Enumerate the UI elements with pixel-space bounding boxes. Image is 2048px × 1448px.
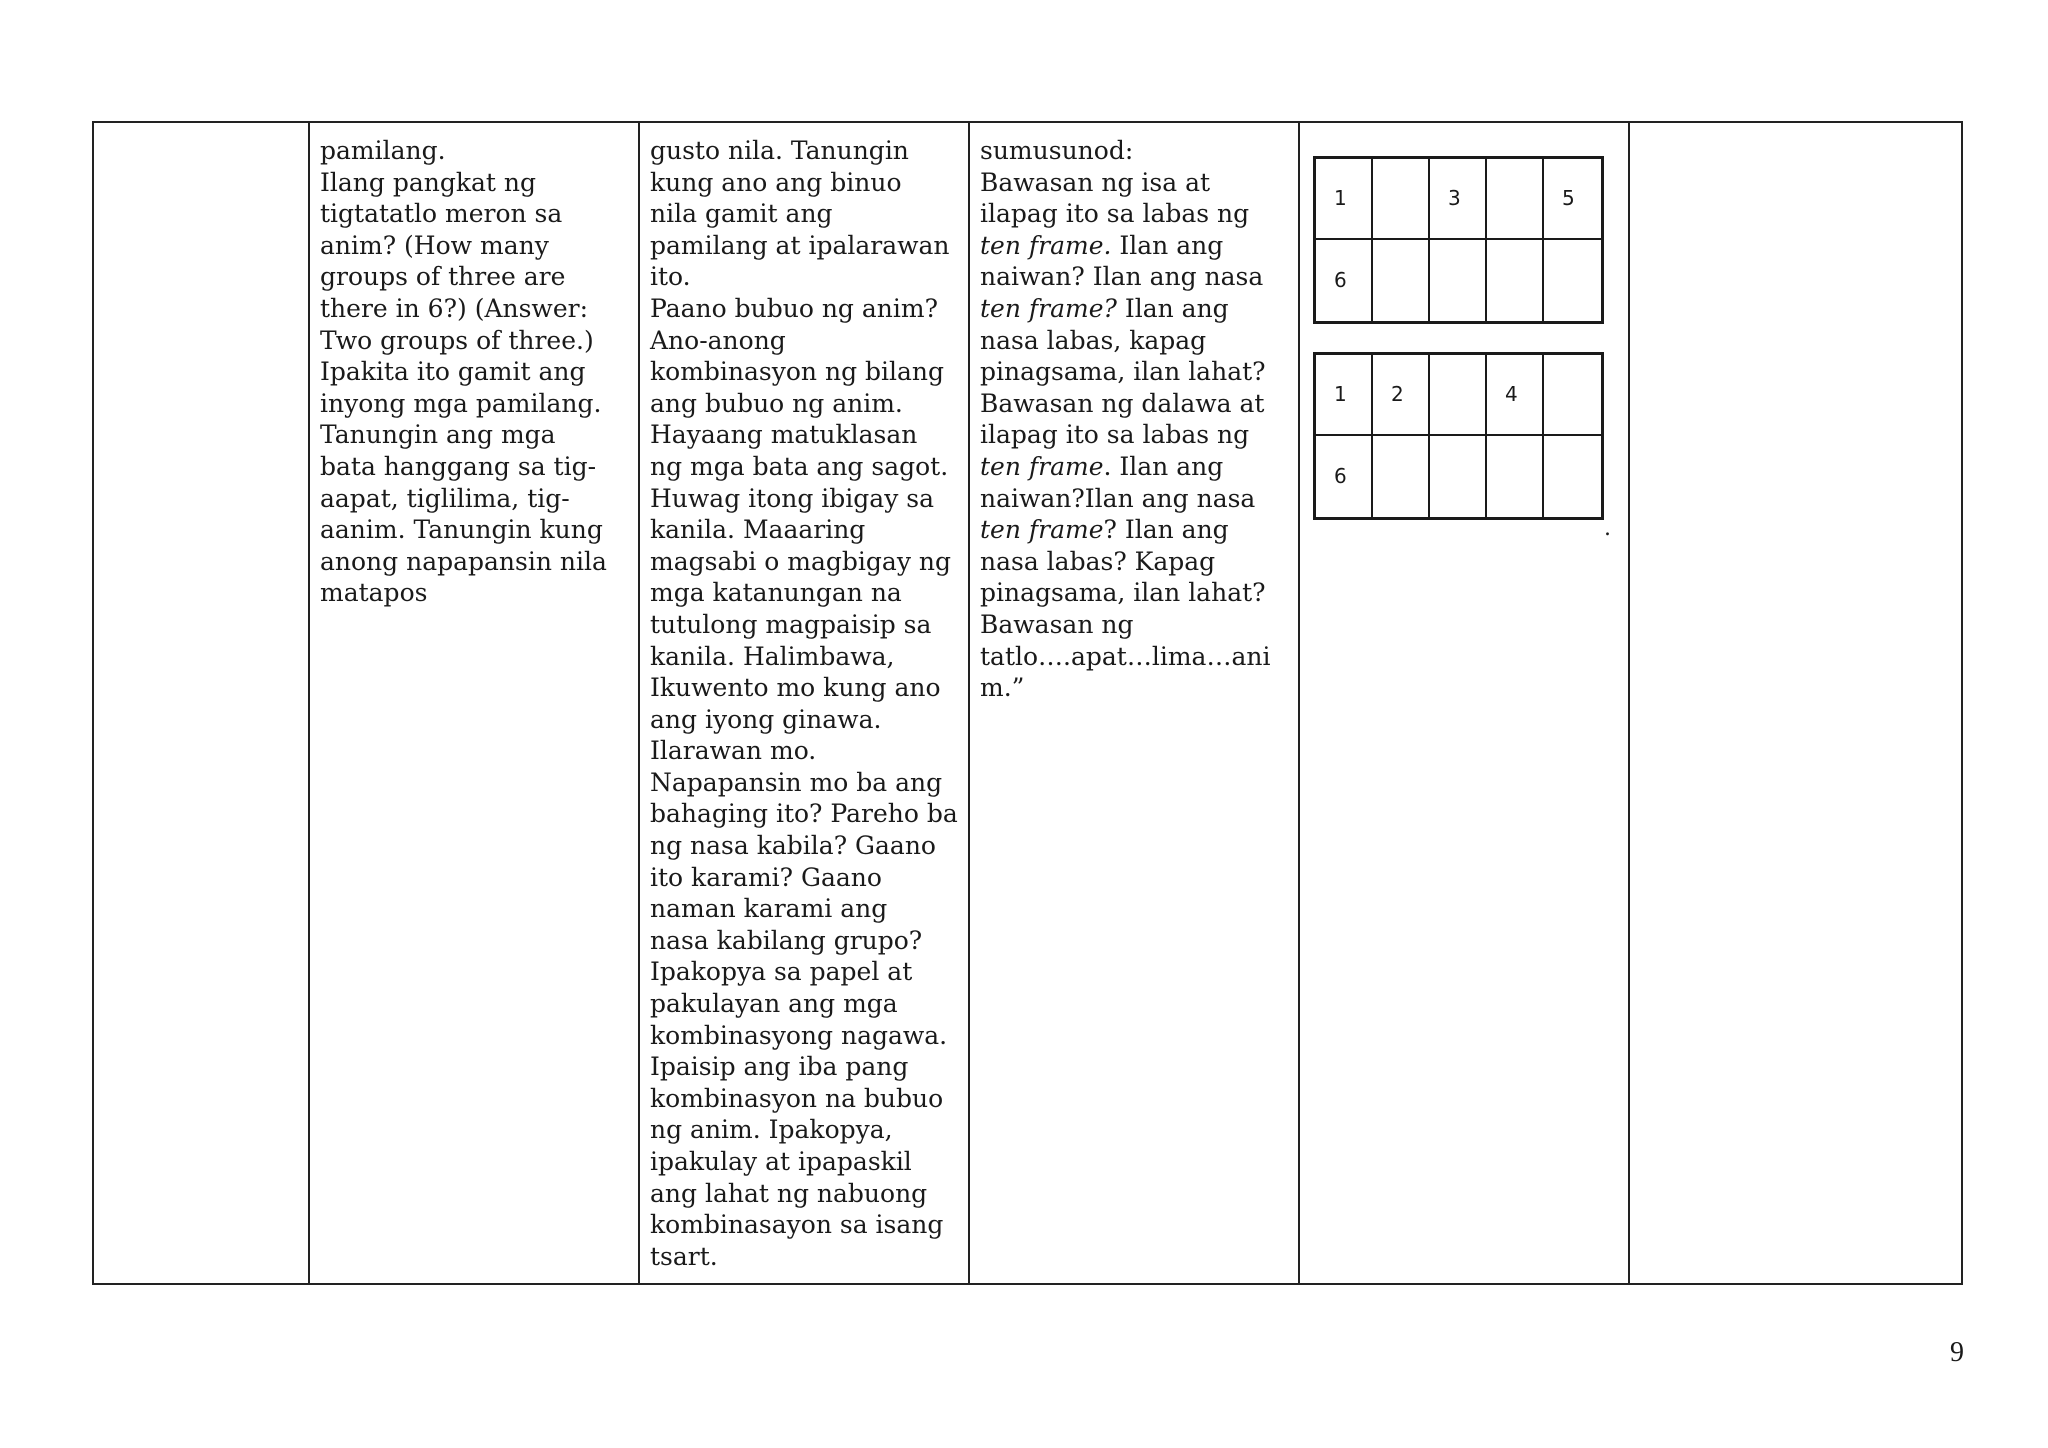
text-line: ng nasa kabila? Gaano bbox=[650, 831, 936, 861]
text-line: tsart. bbox=[650, 1241, 718, 1271]
text-line: bahaging ito? Pareho ba bbox=[650, 799, 958, 829]
text-line: nasa labas? Kapag bbox=[980, 546, 1216, 576]
text-line: Bawasan ng bbox=[980, 609, 1134, 639]
text-line: Paano bubuo ng anim? bbox=[650, 293, 938, 323]
text-line: kombinasyong nagawa. bbox=[650, 1020, 948, 1050]
text-line: ang lahat ng nabuong bbox=[650, 1178, 928, 1208]
text-line: inyong mga pamilang. bbox=[320, 388, 602, 418]
text-line: Napapansin mo ba ang bbox=[650, 767, 943, 797]
text-line: Ipakopya sa papel at bbox=[650, 957, 913, 987]
text-line: nasa labas, kapag bbox=[980, 325, 1207, 355]
ten-frame-cell bbox=[1487, 240, 1544, 321]
ten-frame-2 bbox=[1313, 352, 1604, 520]
text-line: gusto nila. Tanungin bbox=[650, 136, 909, 165]
text-line: sumusunod: bbox=[980, 136, 1134, 165]
column-6-cell bbox=[1629, 122, 1962, 1284]
ten-frame-cell bbox=[1430, 355, 1487, 436]
ten-frame-cell: 1 bbox=[1316, 355, 1373, 436]
text-line: ilapag ito sa labas ng bbox=[980, 199, 1250, 229]
text-line: Bawasan ng isa at bbox=[980, 167, 1211, 197]
ten-frame-cell: 1 bbox=[1316, 159, 1373, 240]
text-line: anim? (How many bbox=[320, 230, 549, 260]
ten-frame-cell: 2 bbox=[1373, 355, 1430, 436]
ten-frame-cell bbox=[1544, 436, 1601, 517]
text-line: pamilang. bbox=[320, 136, 446, 165]
italic-term: ten frame? bbox=[980, 293, 1117, 323]
ten-frame-cell bbox=[1373, 159, 1430, 240]
text-line: Tanungin ang mga bbox=[320, 420, 556, 450]
text-line: aanim. Tanungin kung bbox=[320, 515, 603, 545]
ten-frame-cell bbox=[1373, 436, 1430, 517]
italic-term: ten frame bbox=[980, 451, 1104, 481]
text-line: naiwan? Ilan ang nasa bbox=[980, 262, 1264, 292]
text-line: pinagsama, ilan lahat? bbox=[980, 357, 1266, 387]
text-fragment: . Ilan ang bbox=[1103, 451, 1224, 481]
text-line: Ilang pangkat ng bbox=[320, 167, 536, 197]
ten-frame-cell bbox=[1487, 159, 1544, 240]
text-line: Ipakita ito gamit ang bbox=[320, 357, 586, 387]
text-line: ang iyong ginawa. bbox=[650, 704, 882, 734]
text-line: nila gamit ang bbox=[650, 199, 833, 229]
text-line: there in 6?) (Answer: bbox=[320, 293, 588, 323]
text-line: Two groups of three.) bbox=[320, 325, 594, 355]
text-line: m.” bbox=[980, 673, 1025, 703]
ten-frame-cell: 5 bbox=[1544, 159, 1601, 240]
text-line: kung ano ang binuo bbox=[650, 167, 902, 197]
ten-frame-cell bbox=[1487, 436, 1544, 517]
ten-frame-cell bbox=[1430, 436, 1487, 517]
text-line: Ipaisip ang iba pang bbox=[650, 1052, 909, 1082]
text-line: ito karami? Gaano bbox=[650, 862, 882, 892]
text-line: groups of three are bbox=[320, 262, 566, 292]
text-line: anong napapansin nila bbox=[320, 546, 607, 576]
text-line: tigtatatlo meron sa bbox=[320, 199, 563, 229]
column-2-cell bbox=[309, 122, 639, 1284]
text-line: bata hanggang sa tig- bbox=[320, 451, 597, 481]
ten-frame-cell: 6 bbox=[1316, 240, 1373, 321]
text-line: kombinasayon sa isang bbox=[650, 1210, 944, 1240]
text-line: tatlo….apat…lima…ani bbox=[980, 641, 1271, 671]
ten-frame-cell: 6 bbox=[1316, 436, 1373, 517]
text-line: Ikuwento mo kung ano bbox=[650, 673, 941, 703]
ten-frame-cell bbox=[1430, 240, 1487, 321]
text-line: kombinasyon na bubuo bbox=[650, 1083, 944, 1113]
text-line: magsabi o magbigay ng bbox=[650, 546, 951, 576]
column-3-text bbox=[650, 135, 958, 1272]
ten-frame-1 bbox=[1313, 156, 1604, 324]
ten-frame-cell: 4 bbox=[1487, 355, 1544, 436]
ten-frame-cell: 3 bbox=[1430, 159, 1487, 240]
text-line: ito. bbox=[650, 262, 691, 292]
column-3-cell bbox=[639, 122, 969, 1284]
text-line: kanila. Halimbawa, bbox=[650, 641, 895, 671]
text-line: matapos bbox=[320, 578, 428, 608]
text-fragment: Ilan ang bbox=[1116, 293, 1229, 323]
text-line: Ano-anong bbox=[650, 325, 786, 355]
column-2-text bbox=[320, 135, 628, 609]
text-line bbox=[980, 230, 1288, 262]
text-line: ilapag ito sa labas ng bbox=[980, 420, 1250, 450]
text-line: ang bubuo ng anim. bbox=[650, 388, 903, 418]
text-line bbox=[980, 451, 1288, 483]
text-line: tutulong magpaisip sa bbox=[650, 609, 932, 639]
ten-frames-area bbox=[1312, 123, 1628, 1283]
text-line: mga katanungan na bbox=[650, 578, 902, 608]
text-line bbox=[980, 514, 1288, 546]
page-number: 9 bbox=[1950, 1337, 1964, 1368]
column-5-cell bbox=[1299, 122, 1629, 1284]
text-line: aapat, tiglilima, tig- bbox=[320, 483, 570, 513]
text-line: ng mga bata ang sagot. bbox=[650, 451, 949, 481]
text-line: Bawasan ng dalawa at bbox=[980, 388, 1265, 418]
italic-term: ten frame. bbox=[980, 230, 1112, 260]
text-fragment: Ilan ang bbox=[1111, 230, 1224, 260]
text-line: naman karami ang bbox=[650, 894, 888, 924]
text-line bbox=[980, 293, 1288, 325]
ten-frame-cell bbox=[1544, 355, 1601, 436]
text-line: pinagsama, ilan lahat? bbox=[980, 578, 1266, 608]
trailing-dot: . bbox=[1604, 516, 1611, 541]
text-line: Hayaang matuklasan bbox=[650, 420, 918, 450]
ten-frame-cell bbox=[1544, 240, 1601, 321]
italic-term: ten frame bbox=[980, 515, 1104, 545]
column-4-cell bbox=[969, 122, 1299, 1284]
column-4-text bbox=[980, 135, 1288, 704]
text-line: Huwag itong ibigay sa bbox=[650, 483, 935, 513]
ten-frame-cell bbox=[1373, 240, 1430, 321]
text-line: ng anim. Ipakopya, bbox=[650, 1115, 893, 1145]
text-line: pamilang at ipalarawan bbox=[650, 230, 950, 260]
text-line: kanila. Maaaring bbox=[650, 515, 866, 545]
text-line: ipakulay at ipapaskil bbox=[650, 1147, 912, 1176]
text-line: Ilarawan mo. bbox=[650, 736, 817, 766]
text-line: pakulayan ang mga bbox=[650, 989, 898, 1019]
text-line: kombinasyon ng bilang bbox=[650, 357, 945, 387]
column-1-cell bbox=[93, 122, 309, 1284]
lesson-plan-table bbox=[92, 121, 1963, 1285]
table-row bbox=[93, 122, 1962, 1284]
text-line: nasa kabilang grupo? bbox=[650, 925, 923, 955]
text-line: naiwan?Ilan ang nasa bbox=[980, 483, 1256, 513]
text-fragment: ? Ilan ang bbox=[1103, 515, 1229, 545]
